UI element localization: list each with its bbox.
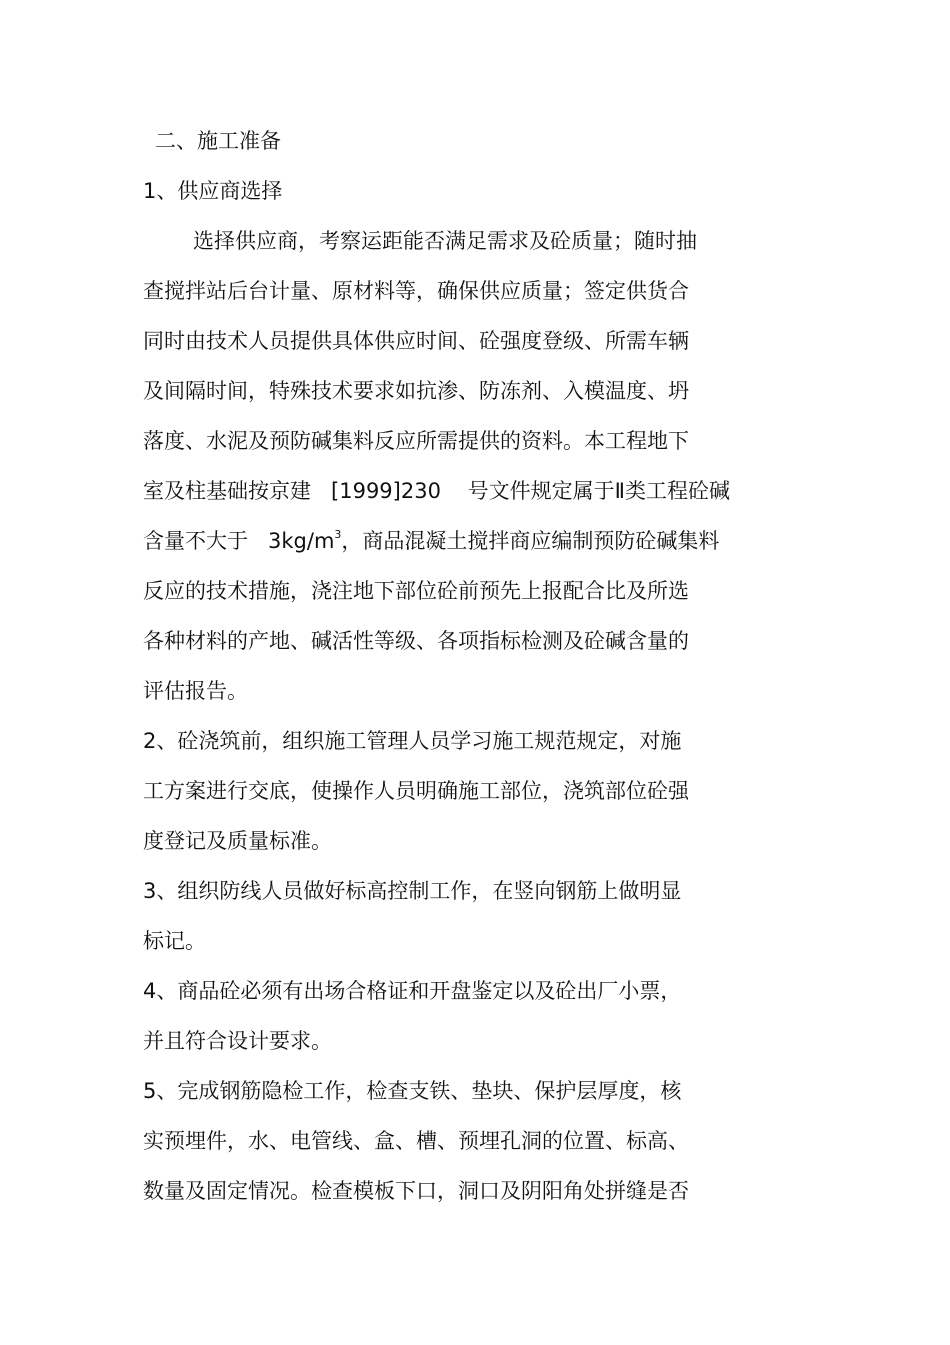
paragraph-line: 落度、水泥及预防碱集料反应所需提供的资料。本工程地下 xyxy=(143,429,689,453)
paragraph-line: 3、组织防线人员做好标高控制工作，在竖向钢筋上做明显 xyxy=(143,879,682,903)
paragraph-line: 及间隔时间，特殊技术要求如抗渗、防冻剂、入模温度、坍 xyxy=(143,379,689,403)
paragraph-line: 评估报告。 xyxy=(143,679,248,703)
paragraph-line: 度登记及质量标准。 xyxy=(143,829,332,853)
paragraph-line: 2、砼浇筑前，组织施工管理人员学习施工规范规定，对施 xyxy=(143,729,682,753)
paragraph-line: 5、完成钢筋隐检工作，检查支铁、垫块、保护层厚度，核 xyxy=(143,1079,682,1103)
paragraph-line: 数量及固定情况。检查模板下口，洞口及阴阳角处拼缝是否 xyxy=(143,1179,689,1203)
paragraph-line-tail: ，商品混凝土搅拌商应编制预防砼碱集料 xyxy=(341,529,720,553)
paragraph-line-with-superscript xyxy=(143,526,719,556)
paragraph-line-head: 含量不大于 3kg/m xyxy=(143,529,335,553)
paragraph-line: 室及柱基础按京建 [1999]230 号文件规定属于Ⅱ类工程砼碱 xyxy=(143,479,730,503)
paragraph-line: 选择供应商，考察运距能否满足需求及砼质量；随时抽 xyxy=(193,229,697,253)
paragraph-line: 实预埋件，水、电管线、盒、槽、预埋孔洞的位置、标高、 xyxy=(143,1129,689,1153)
section-title: 二、施工准备 xyxy=(155,129,281,153)
paragraph-line: 标记。 xyxy=(143,929,206,953)
superscript: 3 xyxy=(334,528,342,541)
paragraph-line: 工方案进行交底，使操作人员明确施工部位，浇筑部位砼强 xyxy=(143,779,689,803)
paragraph-line: 同时由技术人员提供具体供应时间、砼强度登级、所需车辆 xyxy=(143,329,689,353)
paragraph-line: 查搅拌站后台计量、原材料等，确保供应质量；签定供货合 xyxy=(143,279,689,303)
item-1-title: 1、供应商选择 xyxy=(143,179,283,203)
paragraph-line: 各种材料的产地、碱活性等级、各项指标检测及砼碱含量的 xyxy=(143,629,689,653)
paragraph-line: 反应的技术措施，浇注地下部位砼前预先上报配合比及所选 xyxy=(143,579,689,603)
paragraph-line: 并且符合设计要求。 xyxy=(143,1029,332,1053)
paragraph-line: 4、商品砼必须有出场合格证和开盘鉴定以及砼出厂小票， xyxy=(143,979,682,1003)
